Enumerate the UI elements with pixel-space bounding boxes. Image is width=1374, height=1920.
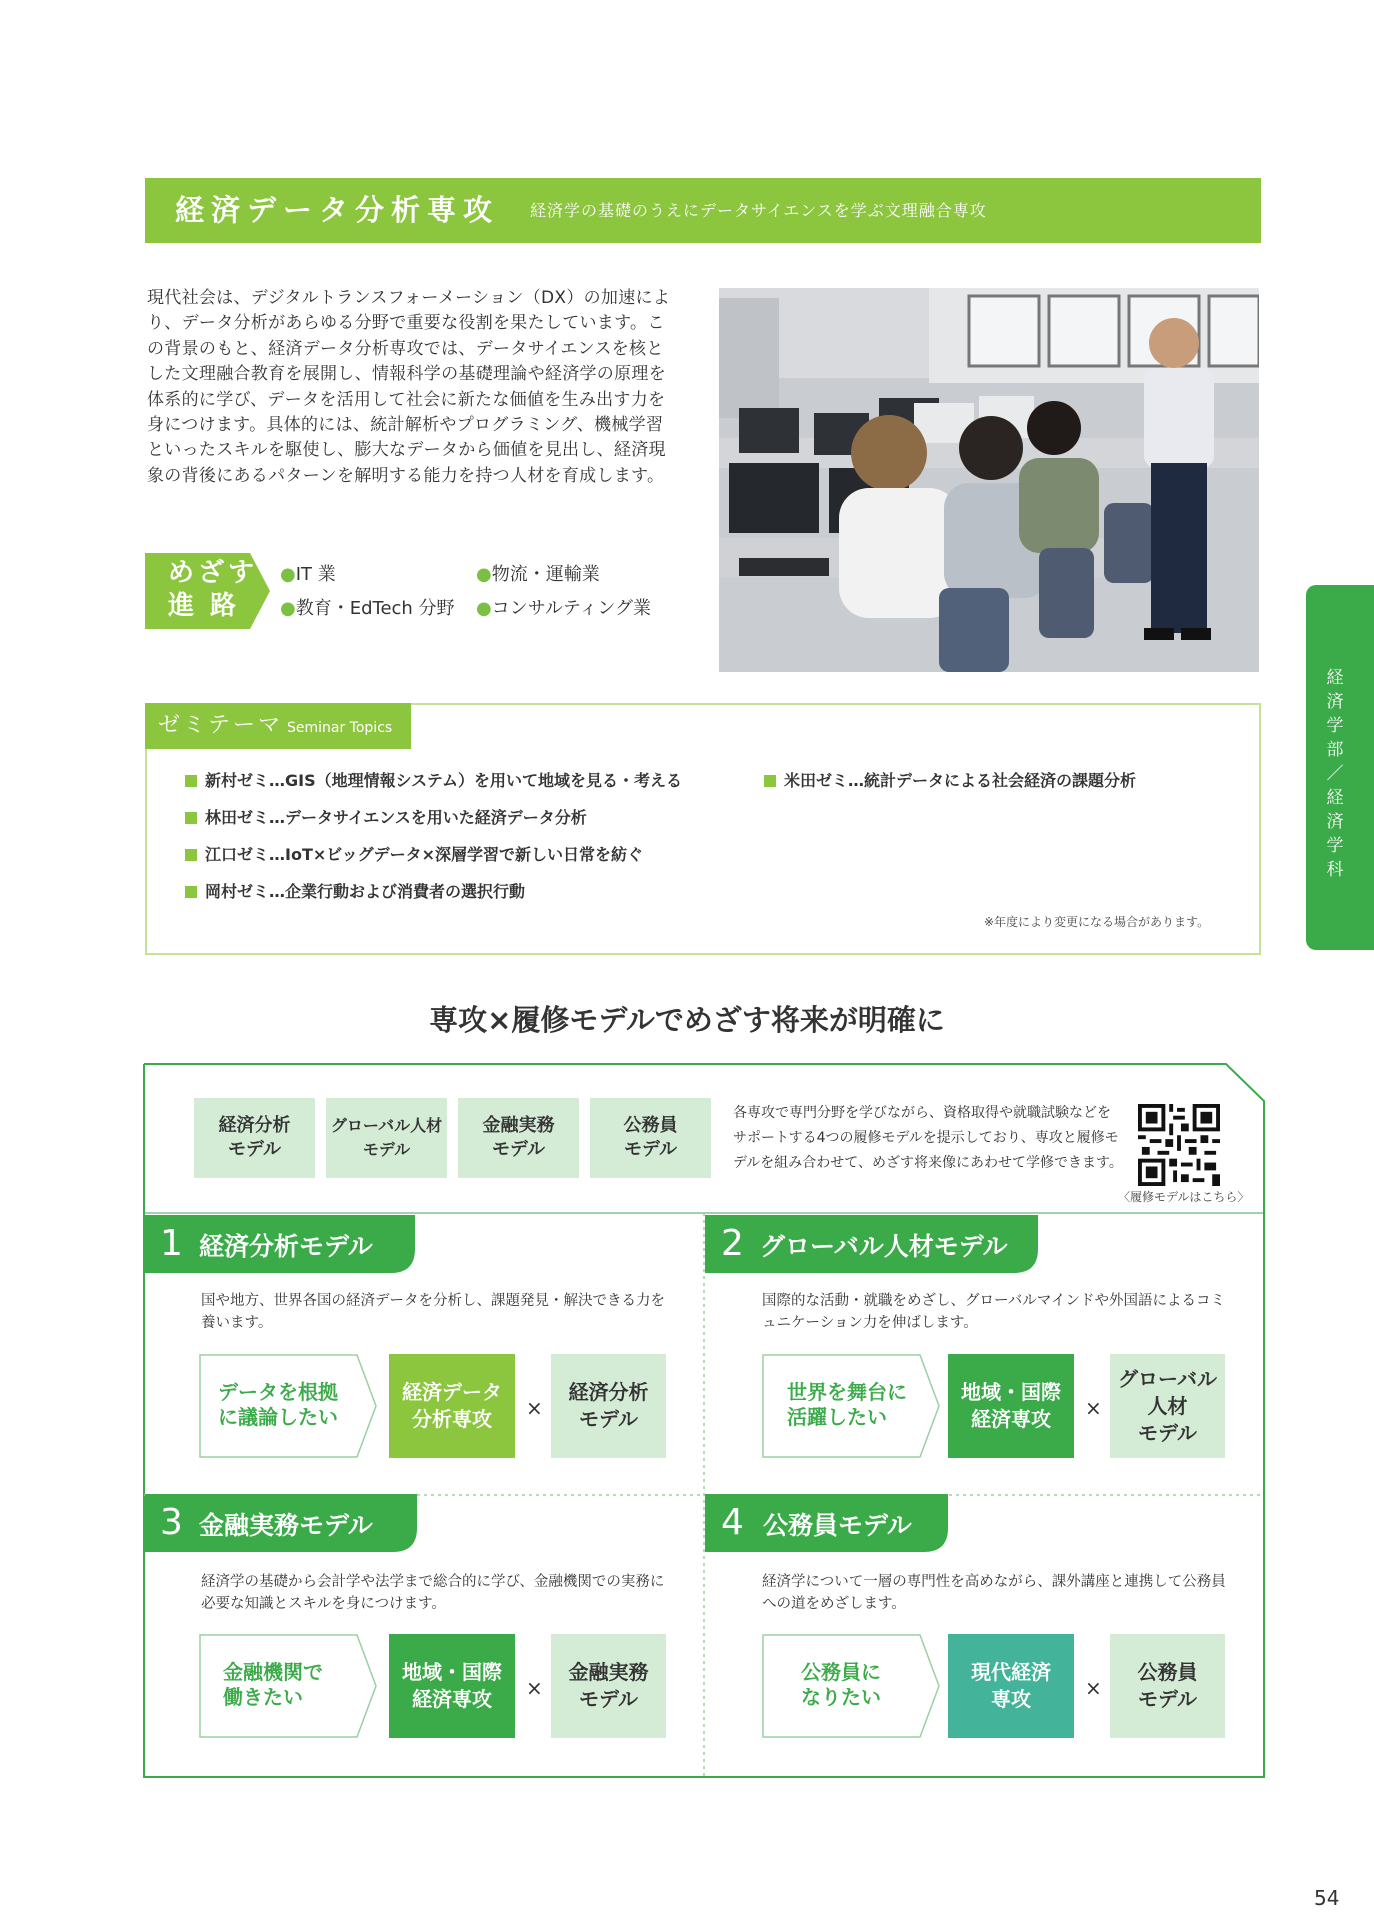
- model-chip-economic-analysis: 経済分析 モデル: [194, 1098, 315, 1178]
- career-item: ●IT 業: [280, 564, 336, 585]
- model-3-title: 金融実務モデル: [199, 1511, 373, 1540]
- bullet-dot-icon: ●: [280, 564, 296, 585]
- seminar-item: 岡村ゼミ…企業行動および消費者の選択行動: [185, 881, 525, 903]
- models-description: 各専攻で専門分野を学びながら、資格取得や就職試験などをサポートする4つの履修モデルを提示しており、専攻と履修モデルを組み合わせて、めざす将来像にあわせて学修できます。: [733, 1105, 1123, 1171]
- model-3-model: 金融実務 モデル: [551, 1634, 666, 1738]
- career-item: ●物流・運輸業: [476, 564, 600, 585]
- bullet-dot-icon: ●: [476, 564, 492, 585]
- model-4-number: 4: [721, 1502, 744, 1543]
- model-4-description: 経済学について一層の専門性を高めながら、課外講座と連携して公務員への道をめざします。: [762, 1574, 1226, 1612]
- square-bullet-icon: [185, 775, 197, 787]
- model-1-model: 経済分析 モデル: [551, 1354, 666, 1458]
- model-3-want: 金融機関で 働きたい: [223, 1660, 323, 1709]
- model-2-times-icon: ×: [1085, 1396, 1102, 1420]
- page-number: 54: [1314, 1886, 1340, 1910]
- model-1-title: 経済分析モデル: [199, 1232, 373, 1261]
- model-4-model: 公務員 モデル: [1110, 1634, 1225, 1738]
- model-1-times-icon: ×: [526, 1396, 543, 1420]
- seminar-item: 米田ゼミ…統計データによる社会経済の課題分析: [764, 770, 1136, 792]
- qr-caption: 〈履修モデルはこちら〉: [1118, 1190, 1250, 1204]
- model-2-major: 地域・国際 経済専攻: [948, 1354, 1074, 1458]
- model-4-times-icon: ×: [1085, 1676, 1102, 1700]
- career-item: ●教育・EdTech 分野: [280, 598, 455, 619]
- seminar-item: 林田ゼミ…データサイエンスを用いた経済データ分析: [185, 807, 587, 829]
- model-1-major: 経済データ 分析専攻: [389, 1354, 515, 1458]
- bullet-dot-icon: ●: [280, 598, 296, 619]
- seminar-title-en: Seminar Topics: [287, 720, 393, 736]
- model-2-want: 世界を舞台に 活躍したい: [787, 1380, 907, 1429]
- model-3-major: 地域・国際 経済専攻: [389, 1634, 515, 1738]
- model-2-description: 国際的な活動・就職をめざし、グローバルマインドや外国語によるコミュニケーション力を伸ばします。: [762, 1293, 1225, 1331]
- model-1-number: 1: [160, 1223, 183, 1264]
- career-label-line2: 進路: [168, 591, 253, 621]
- classroom-photo-illustration: [719, 288, 1259, 672]
- square-bullet-icon: [185, 886, 197, 898]
- qr-code-icon[interactable]: [1138, 1104, 1220, 1186]
- model-3-number: 3: [160, 1502, 183, 1543]
- model-1-want: データを根拠 に議論したい: [218, 1380, 338, 1429]
- classroom-photo: [719, 288, 1259, 672]
- page-subtitle: 経済学の基礎のうえにデータサイエンスを学ぶ文理融合専攻: [530, 201, 987, 220]
- square-bullet-icon: [185, 849, 197, 861]
- model-4-want: 公務員に なりたい: [801, 1660, 881, 1709]
- seminar-note: ※年度により変更になる場合があります。: [984, 915, 1210, 929]
- side-index-tab-label: 経済学部／経済学科: [1326, 668, 1344, 880]
- square-bullet-icon: [185, 812, 197, 824]
- model-3-times-icon: ×: [526, 1676, 543, 1700]
- model-2-number: 2: [721, 1223, 744, 1264]
- model-2-title: グローバル人材モデル: [760, 1232, 1008, 1261]
- bullet-dot-icon: ●: [476, 598, 492, 619]
- model-2-model: グローバル 人材 モデル: [1110, 1354, 1225, 1458]
- career-label-line1: めざす: [168, 558, 259, 588]
- career-item: ●コンサルティング業: [476, 598, 652, 619]
- model-chip-global: グローバル人材 モデル: [326, 1098, 447, 1178]
- seminar-item: 江口ゼミ…IoT×ビッグデータ×深層学習で新しい日常を紡ぐ: [185, 844, 643, 866]
- seminar-item: 新村ゼミ…GIS（地理情報システム）を用いて地域を見る・考える: [185, 770, 682, 792]
- model-3-description: 経済学の基礎から会計学や法学まで総合的に学び、金融機関での実務に必要な知識とスキルを身につけます。: [201, 1574, 665, 1612]
- models-headline: 専攻×履修モデルでめざす将来が明確に: [429, 1003, 945, 1037]
- square-bullet-icon: [764, 775, 776, 787]
- model-chip-civil-servant: 公務員 モデル: [590, 1098, 711, 1178]
- model-4-title: 公務員モデル: [763, 1511, 912, 1540]
- page-title: 経済データ分析専攻: [175, 193, 500, 227]
- intro-paragraph: 現代社会は、デジタルトランスフォーメーション（DX）の加速により、データ分析があらゆる分野で重要な役割を果たしています。この背景のもと、経済データ分析専攻では、データサイエンスを核とした文理融合教育を展開し、情報科学の基礎理論や経済学の原理を体系的に学び、データを活用して社会に新たな価値を生み出す力を身につけます。具体的には、統計解析やプログラミング、機械学習といったスキルを駆使し、膨大なデータから価値を見出し、経済現象の背後にあるパターンを解明する能力を持つ人材を育成します。: [147, 288, 671, 486]
- model-4-major: 現代経済 専攻: [948, 1634, 1074, 1738]
- model-chip-finance: 金融実務 モデル: [458, 1098, 579, 1178]
- seminar-title: ゼミテーマ: [158, 713, 284, 738]
- model-1-description: 国や地方、世界各国の経済データを分析し、課題発見・解決できる力を養います。: [201, 1293, 665, 1331]
